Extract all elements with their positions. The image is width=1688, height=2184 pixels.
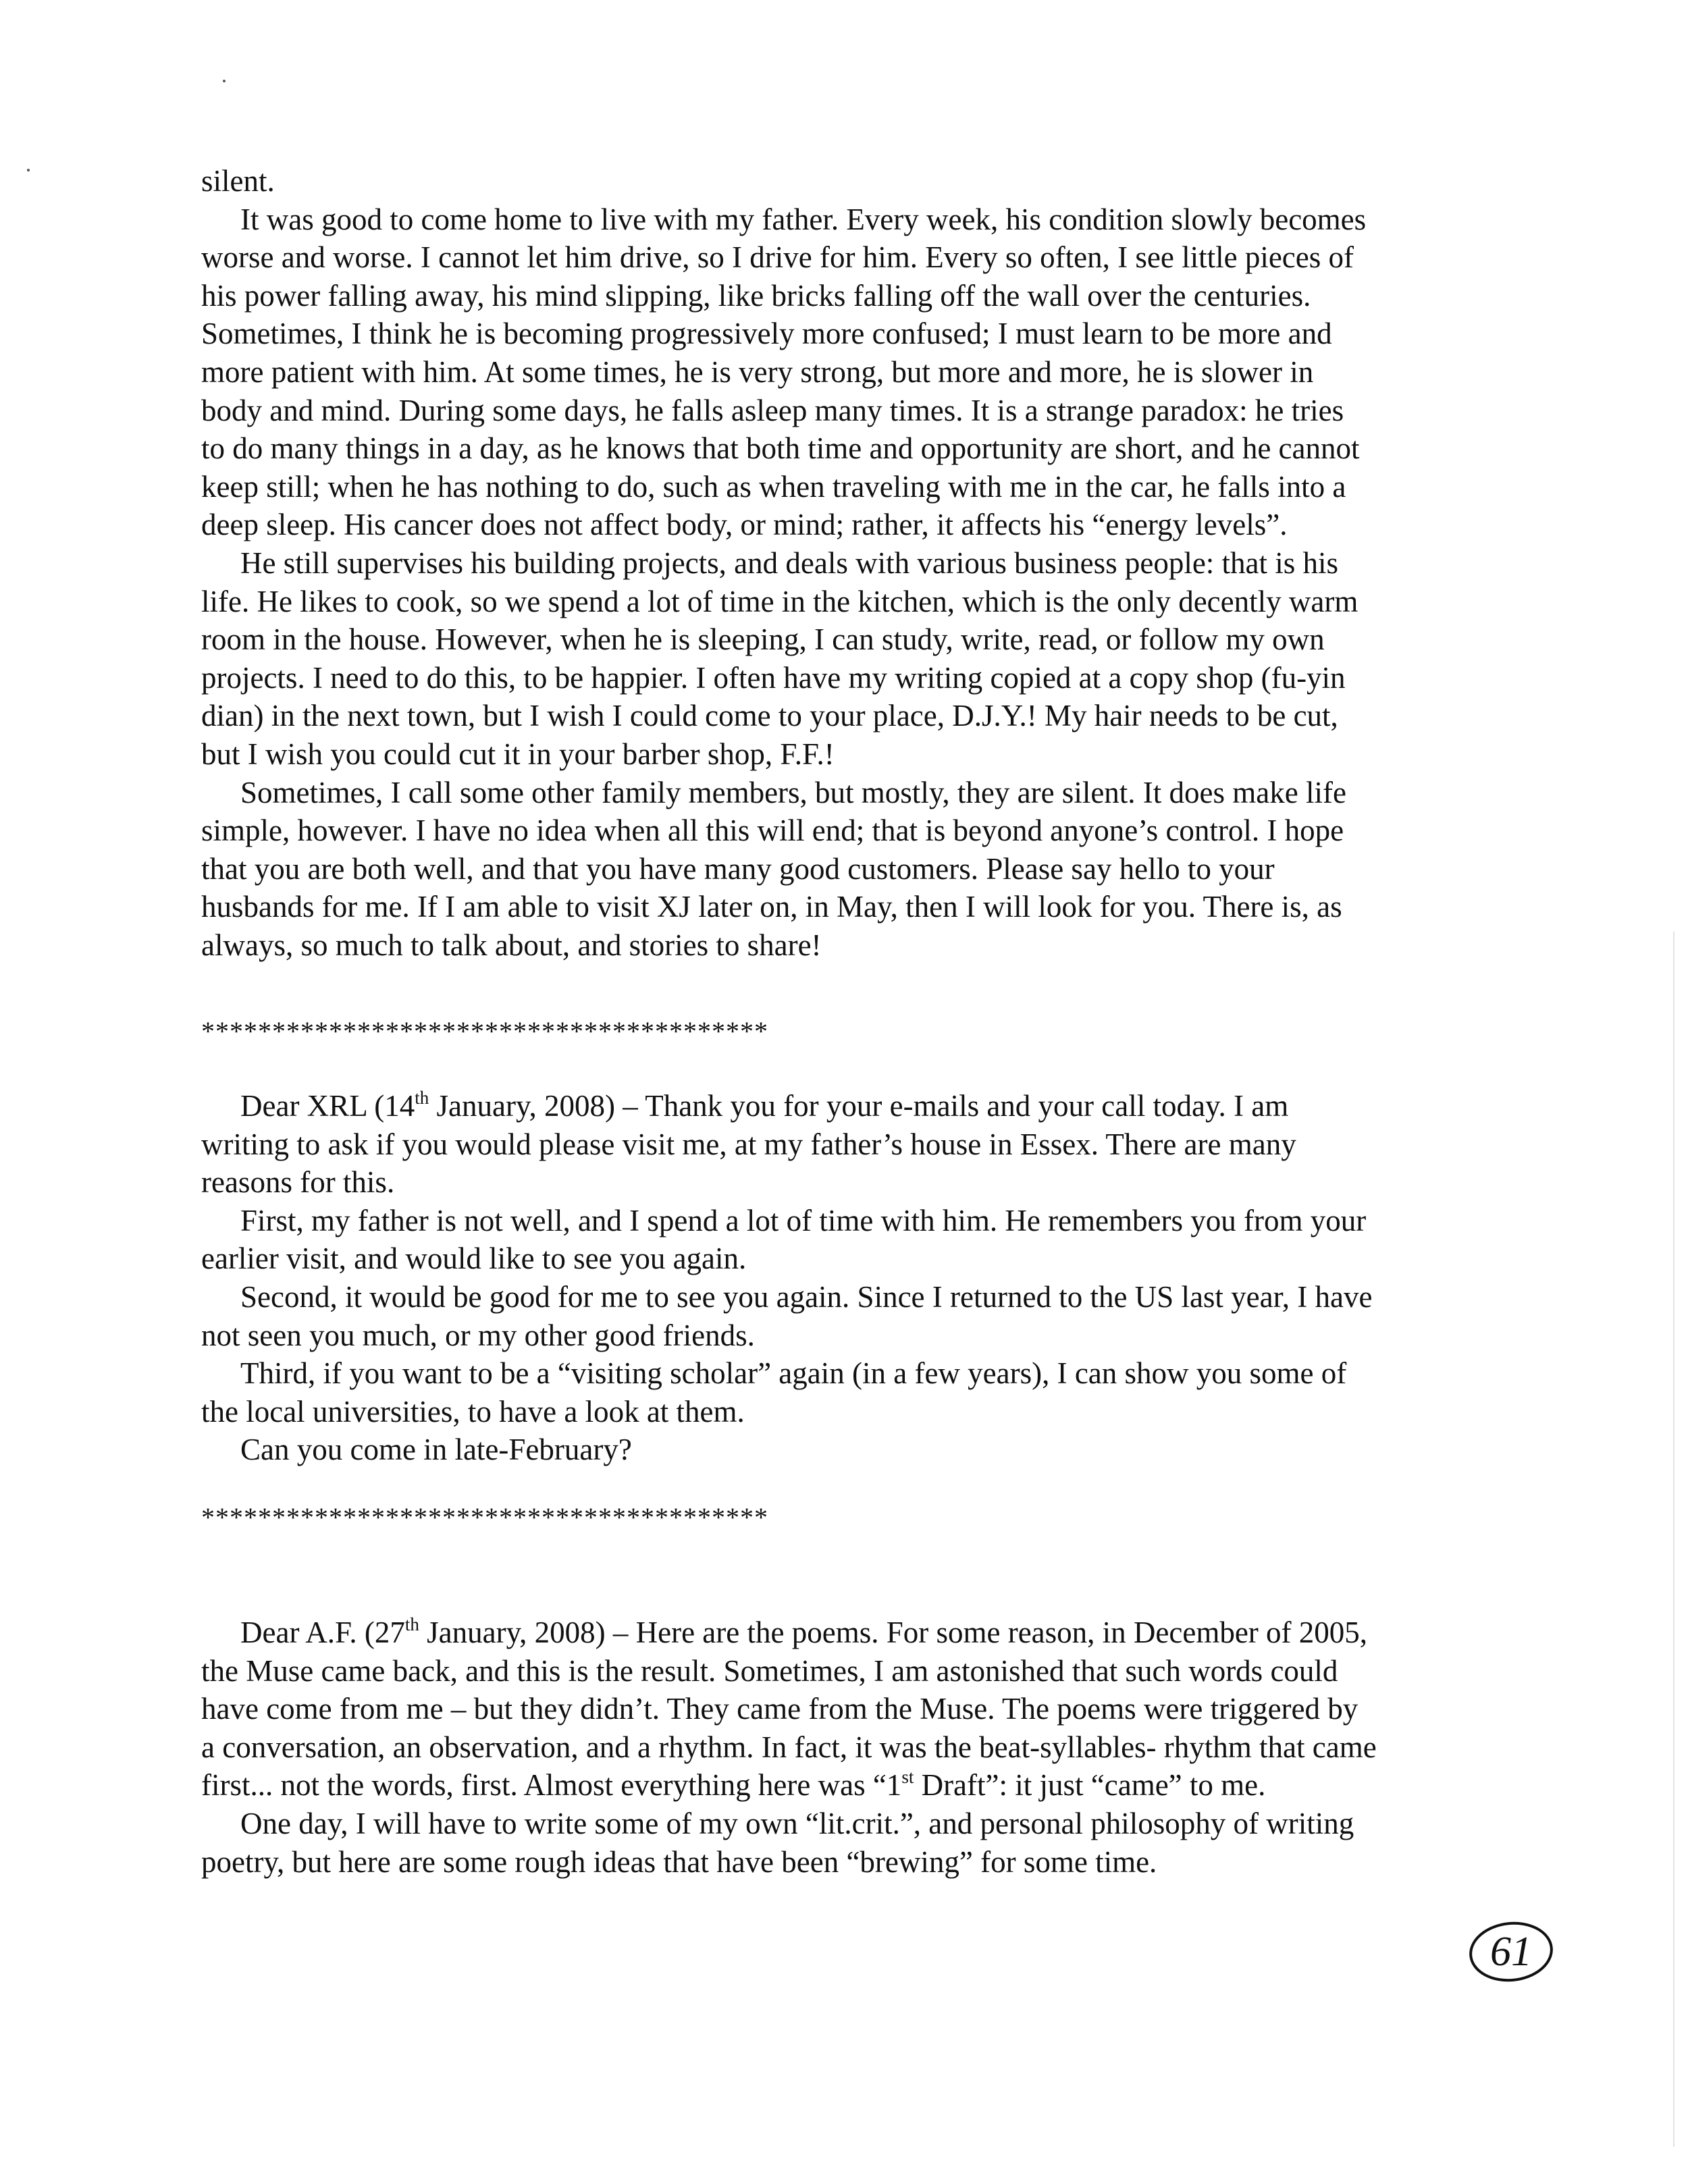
text-line: poetry, but here are some rough ideas that have been “brewing” for some time. [201, 1844, 1157, 1879]
text-line: the Muse came back, and this is the result. Sometimes, I am astonished that such words could [201, 1653, 1338, 1688]
letter-section-1 [201, 162, 1498, 964]
letter-opening-line [201, 1087, 1498, 1125]
draft-text: first... not the words, first. Almost everything here was “1 [201, 1768, 902, 1803]
text-line: to do many things in a day, as he knows that both time and opportunity are short, and he cannot [201, 431, 1360, 466]
separator-asterisks: **************************************** [201, 1502, 768, 1533]
text-line: that you are both well, and that you have many good customers. Please say hello to your [201, 851, 1275, 886]
text-line: Second, it would be good for me to see you again. Since I returned to the US last year, I have [240, 1279, 1373, 1314]
scan-speck [27, 169, 30, 171]
text-line: worse and worse. I cannot let him drive, so I drive for him. Every so often, I see little pieces of [201, 240, 1354, 275]
text-line: One day, I will have to write some of my own “lit.crit.”, and personal philosophy of writing [240, 1806, 1354, 1840]
text-line: room in the house. However, when he is sleeping, I can study, write, read, or follow my own [201, 622, 1325, 657]
text-line: life. He likes to cook, so we spend a lot of time in the kitchen, which is the only decently warm [201, 584, 1359, 618]
ordinal-suffix: th [415, 1088, 429, 1108]
text-line: Sometimes, I call some other family members, but mostly, they are silent. It does make life [240, 775, 1346, 809]
text-line: deep sleep. His cancer does not affect body, or mind; rather, it affects his “energy levels”. [201, 508, 1288, 542]
text-line: always, so much to talk about, and stories to share! [201, 928, 822, 962]
text-line: not seen you much, or my other good friends. [201, 1318, 755, 1352]
text-line: more patient with him. At some times, he is very strong, but more and more, he is slower in [201, 354, 1314, 389]
text-line: It was good to come home to live with my father. Every week, his condition slowly becomes [240, 202, 1367, 236]
letter-opening-line [201, 1614, 1498, 1652]
text-line: Third, if you want to be a “visiting scholar” again (in a few years), I can show you some of [240, 1356, 1347, 1391]
text-line: earlier visit, and would like to see you again. [201, 1242, 747, 1276]
letter-section-3 [201, 1614, 1498, 1881]
opening-text: Dear XRL (14 [240, 1089, 415, 1123]
ordinal-suffix: th [404, 1614, 419, 1634]
text-line: but I wish you could cut it in your barber shop, F.F.! [201, 737, 835, 771]
text-line: reasons for this. [201, 1165, 395, 1200]
ordinal-suffix: st [901, 1767, 914, 1788]
text-line: his power falling away, his mind slipping, like bricks falling off the wall over the centuries. [201, 278, 1311, 313]
text-line: projects. I need to do this, to be happier. I often have my writing copied at a copy shop (fu-yin [201, 660, 1346, 695]
text-line: He still supervises his building projects, and deals with various business people: that is his [240, 545, 1339, 580]
text-line: a conversation, an observation, and a rhythm. In fact, it was the beat-syllables- rhythm that came [201, 1730, 1377, 1764]
text-line: keep still; when he has nothing to do, such as when traveling with me in the car, he falls into a [201, 469, 1346, 504]
text-line: have come from me – but they didn’t. They came from the Muse. The poems were triggered by [201, 1692, 1359, 1726]
draft-text: Draft”: it just “came” to me. [914, 1768, 1266, 1803]
handwritten-page-number [1464, 1914, 1558, 1988]
circled-number-icon [1464, 1914, 1558, 1988]
letter-section-2 [201, 1087, 1498, 1469]
text-line: Can you come in late-February? [240, 1433, 632, 1467]
scan-speck [223, 80, 226, 82]
text-line: the local universities, to have a look at them. [201, 1394, 745, 1429]
opening-text: Dear A.F. (27 [240, 1616, 405, 1649]
opening-text: January, 2008) – Thank you for your e-mails and your call today. I am [429, 1089, 1289, 1123]
text-line: dian) in the next town, but I wish I could come to your place, D.J.Y.! My hair needs to be cut, [201, 699, 1338, 733]
text-line: Sometimes, I think he is becoming progressively more confused; I must learn to be more and [201, 317, 1332, 351]
text-line [201, 1766, 1498, 1805]
scan-edge-mark [1673, 932, 1674, 2147]
opening-text: January, 2008) – Here are the poems. For some reason, in December of 2005, [419, 1616, 1368, 1649]
text-line: husbands for me. If I am able to visit XJ later on, in May, then I will look for you. There is, as [201, 890, 1342, 924]
text-line: silent. [201, 164, 275, 198]
separator-asterisks: **************************************** [201, 1016, 768, 1046]
text-line: First, my father is not well, and I spend a lot of time with him. He remembers you from your [240, 1203, 1367, 1237]
text-line: body and mind. During some days, he falls asleep many times. It is a strange paradox: he tries [201, 393, 1344, 427]
text-line: simple, however. I have no idea when all this will end; that is beyond anyone’s control. I hope [201, 814, 1344, 848]
page-number-text: 61 [1490, 1929, 1532, 1975]
text-line: writing to ask if you would please visit me, at my father’s house in Essex. There are many [201, 1127, 1296, 1161]
